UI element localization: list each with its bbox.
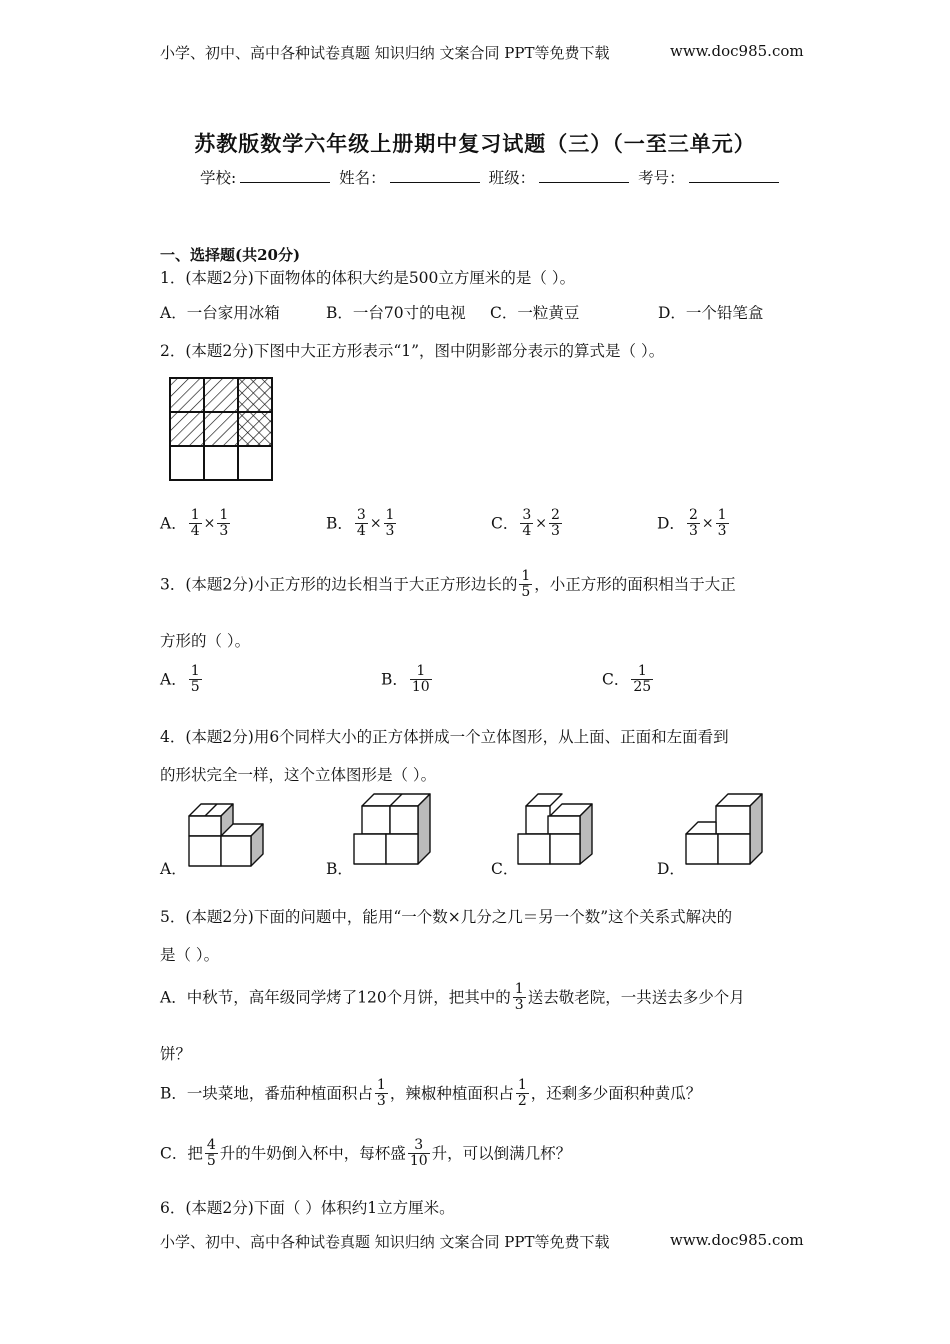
q2-c-num1: 3 [522, 507, 532, 523]
q3-c-num: 1 [631, 664, 653, 680]
number-label: 考号： [638, 169, 685, 187]
q5-a-den: 3 [514, 997, 524, 1013]
q4-option-b[interactable]: B． [326, 860, 353, 878]
q2-a-den1: 4 [190, 523, 200, 539]
q1-stem: 1．(本题2分)下面物体的体积大约是500立方厘米的是（ ）。 [160, 269, 576, 287]
q2-c-frac1 [520, 508, 533, 539]
q5-b-text1: B．一块菜地，番茄种植面积占 [160, 1084, 373, 1103]
q2-d-frac1 [687, 508, 700, 539]
q2-b-times: × [369, 515, 382, 532]
q3-c-den: 25 [633, 679, 652, 695]
q2-stem: 2．(本题2分)下图中大正方形表示“1”，图中阴影部分表示的算式是（ ）。 [160, 342, 665, 360]
q3-stem [160, 569, 736, 600]
q3-stem-line2: 方形的（ ）。 [160, 632, 251, 650]
q5-option-a-line2: 饼？ [160, 1045, 192, 1063]
q5-stem-line2: 是（ ）。 [160, 946, 220, 964]
q2-grid-figure [168, 376, 274, 482]
q6-stem: 6．(本题2分)下面（ ）体积约1立方厘米。 [160, 1199, 455, 1217]
q5-option-b[interactable] [160, 1078, 701, 1109]
q2-d-den1: 3 [688, 523, 698, 539]
q3-stem-b: ，小正方形的面积相当于大正 [534, 575, 736, 594]
name-label: 姓名： [339, 169, 386, 187]
q4-figure-a [185, 792, 267, 872]
class-label: 班级： [488, 169, 536, 187]
q2-d-num2: 1 [717, 507, 727, 523]
q2-d-frac2 [716, 508, 729, 539]
q2-a-frac1 [189, 508, 202, 539]
q5-c-frac1 [205, 1138, 218, 1169]
q4-figure-d [682, 792, 766, 872]
q2-b-frac2 [384, 508, 397, 539]
q5-c-text1: C．把 [160, 1144, 203, 1163]
q2-a-den2: 3 [219, 523, 229, 539]
footer-left-text: 小学、初中、高中各种试卷真题 知识归纳 文案合同 PPT等免费下载 [160, 1233, 610, 1251]
q2-b-num1: 3 [356, 507, 366, 523]
q5-c-num2: 3 [408, 1138, 430, 1154]
q3-stem-a: 3．(本题2分)小正方形的边长相当于大正方形边长的 [160, 575, 518, 594]
q3-option-b[interactable] [381, 664, 434, 695]
q4-option-c[interactable]: C． [491, 860, 519, 878]
number-blank[interactable] [689, 166, 779, 183]
q5-c-frac2 [408, 1138, 430, 1169]
q5-b-den2: 2 [517, 1093, 527, 1109]
q3-option-a[interactable] [160, 664, 204, 695]
q5-b-num2: 1 [517, 1077, 527, 1093]
q2-c-frac2 [549, 508, 562, 539]
q4-figure-c [516, 792, 598, 872]
q4-figure-b [350, 792, 434, 872]
q2-c-num2: 2 [551, 507, 560, 523]
header-left-text: 小学、初中、高中各种试卷真题 知识归纳 文案合同 PPT等免费下载 [160, 44, 610, 62]
section-heading: 一、选择题(共20分) [160, 246, 301, 264]
q2-option-b[interactable] [326, 508, 398, 539]
q1-option-d[interactable]: D．一个铅笔盒 [658, 304, 764, 322]
q5-stem-line1: 5．(本题2分)下面的问题中，能用“一个数×几分之几＝另一个数”这个关系式解决的 [160, 908, 733, 926]
q5-b-frac1 [375, 1078, 388, 1109]
q5-a-num: 1 [514, 981, 524, 997]
q5-c-den2: 10 [409, 1153, 428, 1169]
page-title: 苏教版数学六年级上册期中复习试题（三）（一至三单元） [194, 131, 756, 156]
q5-b-text2: ，辣椒种植面积占 [389, 1084, 514, 1103]
q2-c-times: × [535, 515, 548, 532]
q5-a-text2: 送去敬老院，一共送去多少个月 [527, 988, 745, 1007]
class-blank[interactable] [539, 166, 629, 183]
q2-b-den2: 3 [385, 523, 395, 539]
q3-a-frac [189, 664, 202, 695]
q5-option-c[interactable] [160, 1138, 571, 1169]
q2-option-b-letter: B． [326, 514, 353, 533]
q4-stem-line1: 4．(本题2分)用6个同样大小的正方体拼成一个立体图形，从上面、正面和左面看到 [160, 728, 729, 746]
q5-option-a[interactable] [160, 982, 745, 1013]
q2-option-a[interactable] [160, 508, 232, 539]
school-label: 学校: [200, 169, 237, 187]
q2-d-times: × [701, 515, 714, 532]
q1-option-b[interactable]: B．一台70寸的电视 [326, 304, 466, 322]
q5-b-text3: ，还剩多少面积种黄瓜？ [530, 1084, 702, 1103]
q2-b-den1: 4 [356, 523, 366, 539]
q2-b-frac1 [355, 508, 368, 539]
q5-b-num1: 1 [376, 1077, 386, 1093]
q3-option-c[interactable] [602, 664, 655, 695]
q5-c-text2: 升的牛奶倒入杯中，每杯盛 [219, 1144, 406, 1163]
q2-c-den1: 4 [522, 523, 532, 539]
q2-option-a-letter: A． [160, 514, 187, 533]
q2-option-c[interactable] [491, 508, 564, 539]
q2-option-d[interactable] [657, 508, 731, 539]
q3-b-den: 10 [411, 679, 430, 695]
name-blank[interactable] [390, 166, 480, 183]
q2-option-c-letter: C． [491, 514, 519, 533]
student-info-line [200, 166, 783, 188]
q5-c-den1: 5 [206, 1153, 216, 1169]
q2-b-num2: 1 [385, 507, 395, 523]
q3-a-num: 1 [190, 663, 200, 679]
q2-option-d-letter: D． [657, 514, 685, 533]
q4-option-a[interactable]: A． [160, 860, 187, 878]
q2-c-den2: 3 [551, 523, 560, 539]
q1-option-a[interactable]: A．一台家用冰箱 [160, 304, 280, 322]
q3-stem-den: 5 [521, 584, 531, 600]
q5-a-text1: A．中秋节，高年级同学烤了120个月饼，把其中的 [160, 988, 511, 1007]
q3-stem-frac [519, 569, 532, 600]
q2-a-frac2 [217, 508, 230, 539]
q4-stem-line2: 的形状完全一样，这个立体图形是（ ）。 [160, 766, 437, 784]
q5-c-text3: 升，可以倒满几杯？ [431, 1144, 572, 1163]
q5-c-num1: 4 [206, 1137, 216, 1153]
q4-option-d[interactable]: D． [657, 860, 685, 878]
school-blank[interactable] [240, 166, 330, 183]
q3-stem-num: 1 [521, 568, 531, 584]
q1-option-c[interactable]: C．一粒黄豆 [490, 304, 580, 322]
footer-url: www.doc985.com [670, 1231, 804, 1249]
q3-option-a-letter: A． [160, 670, 187, 689]
q2-a-num2: 1 [219, 507, 229, 523]
q3-c-frac [631, 664, 653, 695]
q3-option-c-letter: C． [602, 670, 630, 689]
q5-a-frac [513, 982, 526, 1013]
q2-a-num1: 1 [190, 507, 200, 523]
q3-a-den: 5 [190, 679, 200, 695]
q5-b-frac2 [516, 1078, 529, 1109]
q2-d-den2: 3 [717, 523, 727, 539]
q5-b-den1: 3 [376, 1093, 386, 1109]
q3-option-b-letter: B． [381, 670, 408, 689]
q2-a-times: × [203, 515, 216, 532]
q3-b-frac [410, 664, 432, 695]
q3-b-num: 1 [410, 664, 432, 680]
header-url: www.doc985.com [670, 42, 804, 60]
q2-d-num1: 2 [688, 507, 698, 523]
